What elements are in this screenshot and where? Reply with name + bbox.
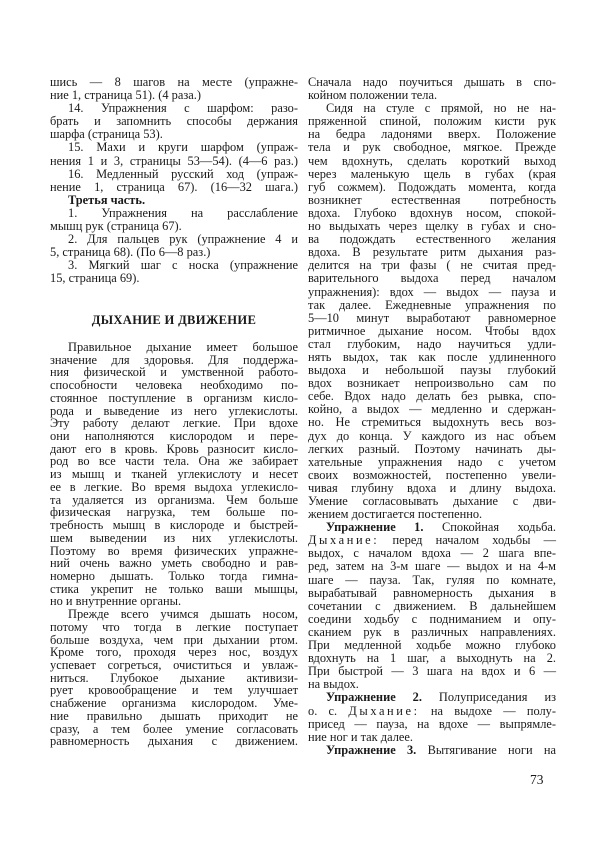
line-text: Сначала надо поучиться дышать в спо- bbox=[308, 75, 556, 89]
line-text: легких разный. Поэтому начинать ды- bbox=[308, 441, 556, 456]
line-text: но. Не стремиться выдохнуть весь воз- bbox=[308, 415, 556, 430]
line-text: пряженной спиной, положим кисти рук bbox=[308, 114, 556, 129]
line-text: Спокойная ходьба. bbox=[423, 520, 557, 535]
line-text: шаге — пауза. Так, гуляя по комнате, bbox=[308, 572, 556, 587]
bold-lead: Упражнение 2. bbox=[326, 690, 422, 705]
line-text: дают его в кровь. Кровь разносит кисло- bbox=[50, 441, 298, 456]
line-text: Кроме того, проходя через нос, воздух bbox=[50, 645, 298, 660]
line-text: больше воздуха, чем при дыхании ртом. bbox=[50, 632, 298, 647]
line-text: При быстрой — 3 шага на вдох и 6 — bbox=[308, 664, 556, 679]
left-column-top-text bbox=[50, 76, 298, 286]
line-text: ва подождать естественного желания bbox=[308, 232, 556, 247]
line-text: снабжение организма кислородом. Уме- bbox=[50, 696, 298, 711]
line-text: ние ног и так далее. bbox=[308, 729, 413, 744]
line-text: на выдох. bbox=[308, 677, 359, 692]
line-text: перед началом ходьбы — bbox=[379, 533, 556, 548]
line-text: вдох возникает непроизвольно сам по bbox=[308, 376, 556, 391]
line-text: шись — 8 шагов на месте (упражне- bbox=[50, 75, 298, 89]
right-column-text bbox=[308, 76, 556, 757]
line-text: потому что тогда в легкие поступает bbox=[50, 619, 298, 634]
line-text: 5, страница 68). (По 6—8 раз.) bbox=[50, 245, 211, 260]
line-text: номерно дышать. Только тогда гимна- bbox=[50, 568, 298, 583]
line-text: сканием рук в различных направлениях. bbox=[308, 624, 556, 639]
line-text: равномерность дыхания с движением. bbox=[50, 734, 298, 749]
line-text: Эту работу делают легкие. При вдохе bbox=[50, 416, 298, 431]
line-text: сразу, а тем более умение согласовать bbox=[50, 721, 298, 736]
line-text: ее в легкие. Во время выдоха углекисло- bbox=[50, 479, 298, 494]
line-text: рует кровообращение и тем улучшает bbox=[50, 683, 298, 698]
line-text: значение для здоровья. Для поддержа- bbox=[50, 352, 298, 367]
line-text: Вытягивание ноги на bbox=[416, 742, 556, 757]
line-text: ниться. Глубокое дыхание активизи- bbox=[50, 670, 298, 685]
section-heading: ДЫХАНИЕ И ДВИЖЕНИЕ bbox=[91, 313, 257, 327]
spaced-term: Дыхание: bbox=[308, 533, 380, 548]
line-text: стика укрепит не только ваши мышцы, bbox=[50, 581, 298, 596]
line-text: вдоха. В результате ритм дыхания раз- bbox=[308, 245, 556, 260]
line-prefix: о. с. bbox=[308, 703, 349, 718]
spaced-term: Дыхание: bbox=[348, 703, 420, 718]
line-text: нение 1, страница 67). (16—32 шага.) bbox=[50, 179, 298, 194]
line-text: 14. Упражнения с шарфом: разо- bbox=[68, 101, 298, 116]
line-text: вдоха. Глубоко вдохнув носом, спокой- bbox=[308, 205, 556, 220]
line-text: физическая нагрузка, тем больше по- bbox=[50, 505, 298, 520]
line-text: они наполняются кислородом и пере- bbox=[50, 429, 298, 444]
line-text: через маленькую щель в губах (края bbox=[308, 166, 556, 181]
line-text: хательные упражнения надо с учетом bbox=[308, 454, 556, 469]
line-text: требность мышц в кислороде и быстрей- bbox=[50, 518, 298, 533]
text-line bbox=[308, 744, 556, 757]
line-text: соедини ходьбу с подниманием и опу- bbox=[308, 611, 556, 626]
line-text: жением достигается постепенно. bbox=[308, 507, 483, 522]
line-text: дух до конца. У каждого из нас объем bbox=[308, 428, 556, 443]
line-text: 5—10 минут выработают равномерное bbox=[308, 310, 556, 325]
line-text: чивая глубину вдоха и длину выдоха. bbox=[308, 480, 556, 495]
line-text: ний очень важно уметь свободно и рав- bbox=[50, 556, 298, 571]
bold-lead: Упражнение 1. bbox=[326, 520, 424, 535]
line-text: рода и выведение из него углекислоты. bbox=[50, 403, 298, 418]
line-text: вдохнуть на 1 шаг, а выходнуть на 2. bbox=[308, 651, 556, 666]
line-text: возникнет естественная потребность bbox=[308, 192, 556, 207]
line-text: койно, а выдох — медленно и сдержан- bbox=[308, 402, 556, 417]
line-text: нения 1 и 3, страницы 53—54). (4—6 раз.) bbox=[50, 153, 298, 168]
bold-lead: Третья часть. bbox=[68, 192, 146, 207]
line-text: 16. Медленный русский ход (упраж- bbox=[68, 166, 298, 181]
line-text: шарфа (страница 53). bbox=[50, 127, 163, 142]
left-column-bottom-text bbox=[50, 341, 298, 748]
line-text: Сидя на стуле с прямой, но не на- bbox=[326, 101, 556, 116]
line-text: При медленной ходьбе можно глубоко bbox=[308, 638, 556, 653]
line-text: 1. Упражнения на расслабление bbox=[68, 205, 298, 220]
line-text: Правильное дыхание имеет большое bbox=[68, 340, 298, 354]
line-text: Полуприседания из bbox=[421, 690, 556, 705]
line-text: на выдохе — полу- bbox=[419, 703, 556, 718]
text-line bbox=[50, 272, 298, 285]
line-text: мышц рук (страница 67). bbox=[50, 219, 182, 234]
line-text: способности человека необходимо по- bbox=[50, 378, 298, 393]
line-text: на бедра ладонями вверх. Положение bbox=[308, 127, 556, 142]
line-text: сочетании с движением. В дальнейшем bbox=[308, 598, 556, 613]
line-text: ред, затем на 3-м шаге — выдох и на 4-м bbox=[308, 559, 556, 574]
line-text: но выдыхать через щелку в губах и сно- bbox=[308, 219, 556, 234]
line-text: тела и рук свободное, мягкое. Прежде bbox=[308, 140, 556, 155]
line-text: 3. Мягкий шаг с носка (упражнение bbox=[68, 258, 298, 273]
line-text: присед — пауза, на вдохе — выпрямле- bbox=[308, 716, 556, 731]
line-text: род во все части тела. Она же забирает bbox=[50, 454, 298, 469]
line-text: стоянное поступление в организм кисло- bbox=[50, 390, 298, 405]
line-text: ние правильно дышать приходит не bbox=[50, 708, 298, 723]
line-text: упражнения): вдох — выдох — пауза и bbox=[308, 284, 556, 299]
bold-lead: Упражнение 3. bbox=[326, 742, 417, 757]
line-text: ритмичное дыхание носом. Чтобы вдох bbox=[308, 323, 556, 338]
page-number: 73 bbox=[530, 772, 544, 787]
line-text: 2. Для пальцев рук (упражнение 4 и bbox=[68, 232, 298, 247]
line-text: брать и запомнить способы держания bbox=[50, 114, 298, 129]
line-text: ние 1, страница 51). (4 раза.) bbox=[50, 88, 201, 103]
line-text: вырабатывай равномерность дыхания в bbox=[308, 585, 556, 600]
line-text: делится на три фазы ( не считая пред- bbox=[308, 258, 556, 273]
line-text: ния физической и умственной работо- bbox=[50, 365, 298, 380]
line-text: 15. Махи и круги шарфом (упраж- bbox=[68, 140, 298, 155]
line-text: так далее. Ежедневные упражнения по bbox=[308, 297, 556, 312]
line-text: но и внутренние органы. bbox=[50, 594, 182, 609]
line-text: своих возможностей, постепенно увели- bbox=[308, 467, 556, 482]
line-text: варительного выдоха перед началом bbox=[308, 271, 556, 286]
line-text: Поэтому во время физических упражне- bbox=[50, 543, 298, 558]
line-text: губ сожмем). Подождать момента, когда bbox=[308, 179, 556, 194]
line-text: 15, страница 69). bbox=[50, 271, 140, 286]
line-text: себе. Вдох надо делать без рывка, спо- bbox=[308, 389, 556, 404]
line-text: выдоха и небольшой паузы глубокий bbox=[308, 363, 556, 378]
line-text: Прежде всего учимся дышать носом, bbox=[68, 607, 298, 622]
line-text: шем выведении из них углекислоты. bbox=[50, 530, 298, 545]
line-text: Умение согласовывать дыхание с дви- bbox=[308, 494, 556, 508]
line-text: та удаляется из организма. Чем больше bbox=[50, 492, 298, 507]
line-text: нять выдох, так как после удлиненного bbox=[308, 349, 556, 364]
text-line bbox=[50, 735, 298, 748]
line-text: выдох, с началом вдоха — 2 шага впе- bbox=[308, 546, 556, 561]
line-text: стал глубоким, надо научиться удли- bbox=[308, 336, 556, 351]
line-text: из мышц и тканей углекислоту и несет bbox=[50, 467, 298, 482]
line-text: успевает согреться, очиститься и увлаж- bbox=[50, 657, 298, 672]
line-text: чем вдохнуть, сделать короткий выход bbox=[308, 153, 556, 168]
line-text: койном положении тела. bbox=[308, 88, 438, 103]
